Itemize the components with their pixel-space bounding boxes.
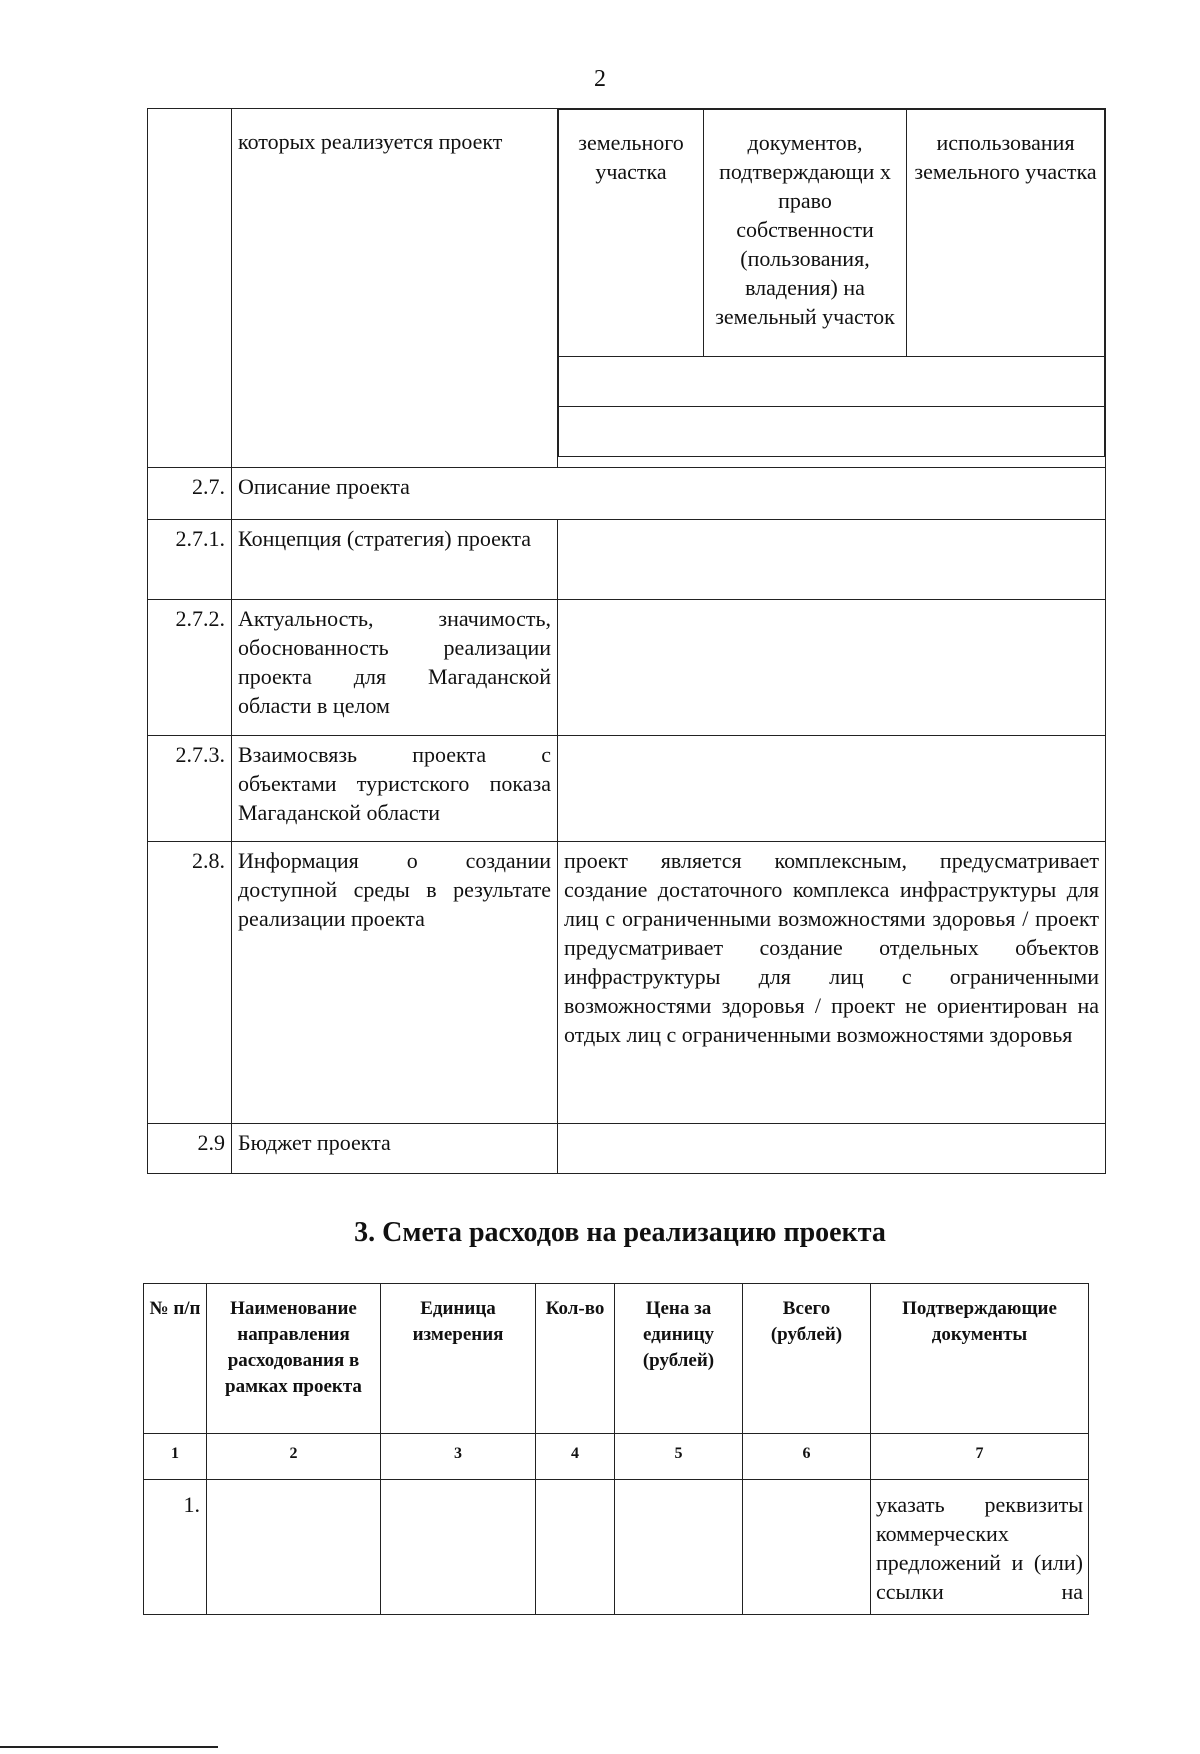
row-label: Бюджет проекта bbox=[232, 1124, 558, 1174]
row-number: 2.7. bbox=[148, 468, 232, 520]
column-number: 6 bbox=[743, 1434, 871, 1480]
table-row bbox=[144, 1480, 1089, 1615]
land-plot-subtable bbox=[558, 109, 1105, 457]
expense-estimate-table bbox=[143, 1283, 1089, 1615]
documents-cell: указать реквизиты коммерческих предложений и (или) ссылки на bbox=[871, 1480, 1089, 1615]
empty-subrow bbox=[559, 407, 1105, 457]
column-number: 7 bbox=[871, 1434, 1089, 1480]
column-number: 2 bbox=[207, 1434, 381, 1480]
project-info-table bbox=[147, 108, 1106, 1174]
unit-price-cell bbox=[615, 1480, 743, 1615]
empty-subrow bbox=[559, 357, 1105, 407]
quantity-cell bbox=[536, 1480, 615, 1615]
row-number: 2.8. bbox=[148, 842, 232, 1124]
header-unit-price: Цена за единицу (рублей) bbox=[615, 1284, 743, 1434]
row-label-cell: которых реализуется проект bbox=[232, 109, 558, 468]
table-row bbox=[148, 1124, 1106, 1174]
table-row bbox=[148, 842, 1106, 1124]
table-row bbox=[148, 736, 1106, 842]
header-row bbox=[144, 1284, 1089, 1434]
row-number-cell bbox=[148, 109, 232, 468]
subheader-documents: документов, подтверждающи х право собственности (пользования, владения) на земельный участок bbox=[704, 110, 907, 357]
row-label: Актуальность, значимость, обоснованность реализации проекта для Магаданской области в целом bbox=[232, 600, 558, 736]
total-cell bbox=[743, 1480, 871, 1615]
row-value bbox=[558, 520, 1106, 600]
header-documents: Подтверждающие документы bbox=[871, 1284, 1089, 1434]
subheader-land-plot: земельного участка bbox=[559, 110, 704, 357]
table-row bbox=[148, 600, 1106, 736]
header-total: Всего (рублей) bbox=[743, 1284, 871, 1434]
row-label: Описание проекта bbox=[232, 468, 1106, 520]
row-number: 2.7.3. bbox=[148, 736, 232, 842]
header-quantity: Кол-во bbox=[536, 1284, 615, 1434]
row-value bbox=[558, 1124, 1106, 1174]
table-row bbox=[148, 109, 1106, 468]
expense-name-cell bbox=[207, 1480, 381, 1615]
subheader-land-use: использования земельного участка bbox=[907, 110, 1105, 357]
header-number: № п/п bbox=[144, 1284, 207, 1434]
row-label: Информация о создании доступной среды в результате реализации проекта bbox=[232, 842, 558, 1124]
column-number: 5 bbox=[615, 1434, 743, 1480]
page-bottom-rule bbox=[0, 1746, 218, 1748]
row-value: проект является комплексным, предусматривает создание достаточного комплекса инфраструктуры для лиц с ограниченными возможностями здоровья / проект предусматривает создание отдельных объектов инфраструктуры для лиц с ограниченными возможностями здоровья / проект не ориентирован на отдых лиц с ограниченными возможностями здоровья bbox=[558, 842, 1106, 1124]
row-value bbox=[558, 736, 1106, 842]
row-number: 2.7.2. bbox=[148, 600, 232, 736]
header-unit: Единица измерения bbox=[381, 1284, 536, 1434]
page-number: 2 bbox=[594, 66, 606, 92]
column-number: 3 bbox=[381, 1434, 536, 1480]
unit-cell bbox=[381, 1480, 536, 1615]
table-row bbox=[148, 520, 1106, 600]
land-plot-subtable-cell bbox=[558, 109, 1106, 468]
row-value bbox=[558, 600, 1106, 736]
row-number: 2.7.1. bbox=[148, 520, 232, 600]
row-number: 2.9 bbox=[148, 1124, 232, 1174]
table-row bbox=[148, 468, 1106, 520]
header-expense-name: Наименование направления расходования в рамках проекта bbox=[207, 1284, 381, 1434]
section-title: 3. Смета расходов на реализацию проекта bbox=[354, 1217, 886, 1248]
row-number: 1. bbox=[144, 1480, 207, 1615]
row-label: Взаимосвязь проекта с объектами туристского показа Магаданской области bbox=[232, 736, 558, 842]
column-number: 4 bbox=[536, 1434, 615, 1480]
row-label: Концепция (стратегия) проекта bbox=[232, 520, 558, 600]
column-number: 1 bbox=[144, 1434, 207, 1480]
column-number-row bbox=[144, 1434, 1089, 1480]
